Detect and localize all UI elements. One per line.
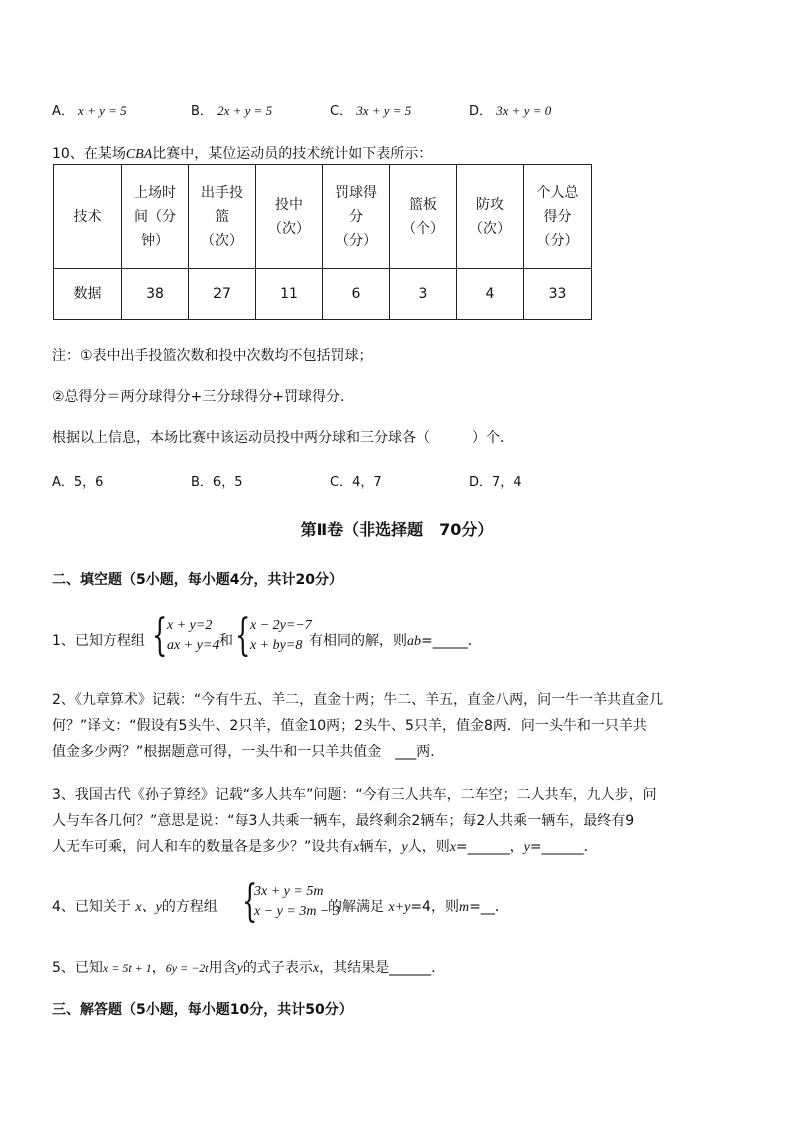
q10-note-1: 注：①表中出手投篮次数和投中次数均不包括罚球； [52, 348, 373, 364]
stats-value-cell: 6 [323, 269, 390, 320]
stats-header-cell: 上场时 间（分 钟） [122, 165, 189, 269]
fill2-line3: 值金多少两？”根据题意可得，一头牛和一只羊共值金 ___两． [52, 744, 445, 760]
q9-option-a: A． x + y = 5 [52, 103, 127, 119]
brace-icon: { [152, 610, 168, 661]
fill1-prefix: 1、已知方程组 [52, 633, 145, 649]
stats-header-cell: 防攻 （次） [457, 165, 524, 269]
q10-stem: 10、在某场CBA比赛中，某位运动员的技术统计如下表所示： [52, 146, 433, 162]
fill1-suffix: 有相同的解，则ab=_____． [309, 633, 482, 649]
q10-note-2: ②总得分＝两分球得分+三分球得分+罚球得分． [52, 389, 355, 405]
fill1-sysA-eq1: x + y=2 [167, 618, 213, 633]
q10-option-b: B．6，5 [191, 475, 243, 490]
stats-header-cell: 技术 [54, 165, 122, 269]
stats-table-header-row [54, 165, 592, 269]
fill4-sys-eq1: 3x + y = 5m [254, 884, 324, 899]
q10-option-d: D．7，4 [469, 475, 522, 490]
q10-option-c: C．4，7 [330, 475, 382, 490]
q10-question: 根据以上信息，本场比赛中该运动员投中两分球和三分球各（ ）个． [52, 430, 514, 446]
fill3-line3: 人无车可乘，问人和车的数量各是多少？”设共有x辆车，y人，则x=______，y=______． [52, 839, 598, 855]
q10-option-a: A．5，6 [52, 475, 104, 490]
stats-header-cell: 投中 （次） [256, 165, 323, 269]
section3-heading: 三、解答题（5小题，每小题10分，共计50分） [52, 1002, 353, 1018]
fill2-line2: 何？”译文：“假设有5头牛、2只羊，值金10两；2头牛、5只羊，值金8两．问一头牛和一只羊共 [52, 718, 647, 734]
section2-heading: 二、填空题（5小题，每小题4分，共计20分） [52, 572, 343, 588]
fill3-line2: 人与车各几何？”意思是说：“每3人共乘一辆车，最终剩余2辆车；每2人共乘一辆车，最终有9 [52, 813, 635, 829]
q9-option-c: C． 3x + y = 5 [330, 103, 412, 119]
fill1-and: 和 [219, 633, 233, 649]
q9-option-d: D． 3x + y = 0 [469, 103, 552, 119]
fill4-suffix: 的解满足 x+y=4，则m=__． [328, 899, 509, 915]
fill1-sysB-eq1: x − 2y=−7 [250, 618, 312, 633]
stats-header-cell: 出手投 篮 （次） [189, 165, 256, 269]
stats-row-label: 数据 [54, 269, 122, 320]
fill1-sysA-eq2: ax + y=4 [167, 638, 220, 653]
stats-header-cell: 罚球得 分 （分） [323, 165, 390, 269]
stats-table [53, 164, 592, 320]
fill3-line1: 3、我国古代《孙子算经》记载“多人共车”问题：“今有三人共车，二车空；二人共车，九人步，问 [52, 787, 657, 803]
fill5: 5、已知x = 5t + 1，6y = −2t用含y的式子表示x，其结果是______． [52, 960, 446, 976]
stats-value-cell: 33 [524, 269, 592, 320]
stats-value-cell: 3 [390, 269, 457, 320]
stats-value-cell: 4 [457, 269, 524, 320]
stats-header-cell: 个人总 得分 （分） [524, 165, 592, 269]
stats-value-cell: 38 [122, 269, 189, 320]
stats-table-data-row [54, 269, 592, 320]
stats-value-cell: 27 [189, 269, 256, 320]
part2-title: 第Ⅱ卷（非选择题 70分） [300, 520, 494, 539]
stats-header-cell: 篮板 （个） [390, 165, 457, 269]
fill2-line1: 2、《九章算术》记载：“今有牛五、羊二，直金十两；牛二、羊五，直金八两，问一牛一羊共直金几 [52, 692, 664, 708]
fill1-sysB-eq2: x + by=8 [250, 638, 303, 653]
fill4-sys-eq2: x − y = 3m − 3 [254, 904, 340, 919]
fill4-prefix: 4、已知关于 x、y的方程组 [52, 899, 218, 915]
brace-icon: { [235, 610, 251, 661]
brace-icon: { [242, 876, 258, 927]
stats-value-cell: 11 [256, 269, 323, 320]
q9-option-b: B． 2x + y = 5 [191, 103, 273, 119]
